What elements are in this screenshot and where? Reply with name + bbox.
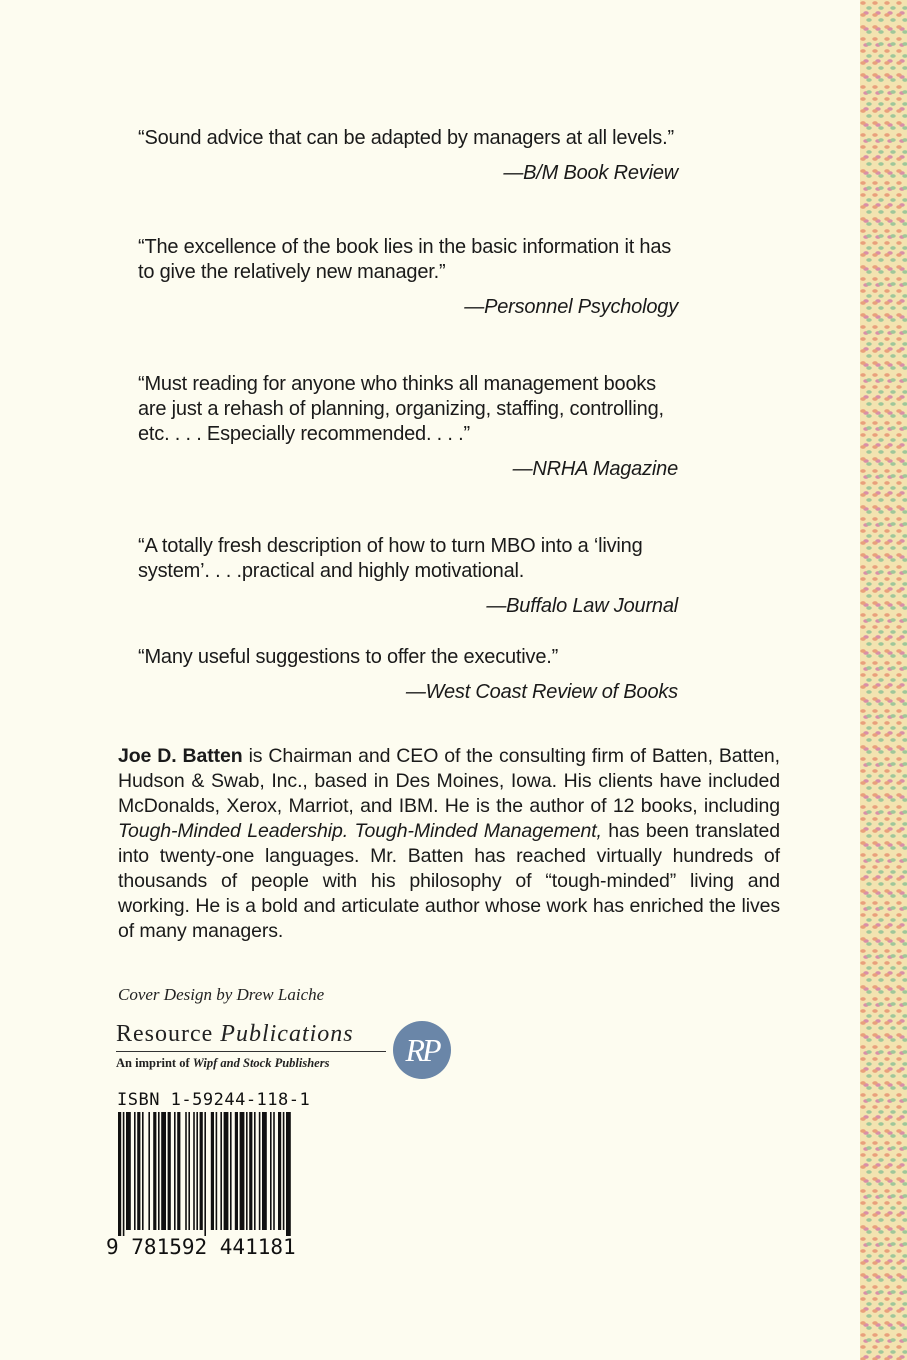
barcode-bar [211, 1112, 214, 1230]
barcode-bar [158, 1112, 160, 1230]
barcode-bar [259, 1112, 261, 1230]
author-bio [118, 744, 780, 944]
bio-text-1: is Chairman and CEO of the consulting firm of Batten, Batten, Hudson & Swab, Inc., based in Des Moines, Iowa. His clients have included McDonalds, Xerox, Marriot, and IBM. He is the author of 12 books, including [118, 745, 780, 817]
quote-text: “Must reading for anyone who thinks all management books are just a rehash of planning, organizing, staffing, controlling, etc. . . . Especially recommended. . . .” [138, 373, 664, 445]
imprint-name: Wipf and Stock Publishers [192, 1056, 330, 1070]
imprint-prefix: An imprint of [116, 1056, 193, 1070]
barcode-bar [240, 1112, 245, 1230]
barcode-bars [106, 1112, 306, 1236]
barcode-bar [200, 1112, 203, 1230]
barcode [106, 1112, 306, 1260]
publisher-logo: RP [393, 1021, 451, 1079]
barcode-bar [123, 1112, 125, 1236]
barcode-bar [235, 1112, 238, 1230]
barcode-bar [142, 1112, 144, 1230]
barcode-bar [185, 1112, 187, 1230]
quote-text: “Sound advice that can be adapted by managers at all levels.” [138, 127, 674, 149]
barcode-bar [204, 1112, 206, 1236]
quote-source: —B/M Book Review [503, 162, 678, 184]
barcode-bar [196, 1112, 198, 1230]
barcode-number: 9 781592 441181 [106, 1235, 296, 1259]
author-name: Joe D. Batten [118, 745, 243, 767]
cover-design-credit: Cover Design by Drew Laiche [118, 985, 325, 1004]
barcode-bar [137, 1112, 140, 1230]
bio-book-titles: Tough-Minded Leadership. Tough-Minded Management, [118, 820, 602, 842]
publisher-name-plain: Resource [116, 1021, 221, 1047]
quote-text: “The excellence of the book lies in the basic information it has to give the relatively new manager.” [138, 236, 672, 283]
barcode-bar [153, 1112, 156, 1230]
barcode-bar [148, 1112, 150, 1230]
quote-3 [138, 372, 678, 482]
barcode-bar [283, 1112, 285, 1230]
isbn-label: ISBN 1-59244-118-1 [117, 1090, 311, 1110]
quote-source: —West Coast Review of Books [405, 681, 678, 703]
publisher-imprint [116, 1056, 386, 1071]
barcode-bar [286, 1112, 291, 1236]
barcode-bar [230, 1112, 232, 1230]
quote-4 [138, 534, 678, 619]
barcode-bar [168, 1112, 171, 1230]
bio-text-2: has been translated into twenty-one languages. Mr. Batten has reached virtually hundreds of thousands of people with his philosophy of “tough-minded” living and working. He is a bold and articulate author whose work has enriched the lives of many managers. [118, 820, 780, 942]
barcode-bar [177, 1112, 180, 1230]
quote-2 [138, 235, 678, 320]
publisher-block [116, 1020, 386, 1071]
barcode-bar [220, 1112, 222, 1230]
quote-text: “A totally fresh description of how to turn MBO into a ‘living system’. . . .practical and highly motivational. [138, 535, 643, 582]
barcode-bar [246, 1112, 248, 1230]
barcode-bar [161, 1112, 166, 1230]
barcode-bar [118, 1112, 121, 1236]
barcode-bar [134, 1112, 136, 1230]
barcode-bar [216, 1112, 218, 1230]
publisher-name-italic: Publications [220, 1021, 354, 1047]
barcode-bar [193, 1112, 195, 1230]
barcode-bar [254, 1112, 256, 1230]
barcode-bar [273, 1112, 275, 1230]
spine-pattern [860, 0, 907, 1360]
barcode-bar [224, 1112, 229, 1230]
quote-1 [138, 126, 678, 186]
quote-5 [138, 645, 678, 705]
quote-text: “Many useful suggestions to offer the executive.” [138, 646, 559, 668]
quote-source: —Personnel Psychology [464, 296, 678, 318]
barcode-bar [126, 1112, 131, 1230]
barcode-bar [262, 1112, 267, 1230]
publisher-name [116, 1020, 386, 1052]
barcode-bar [270, 1112, 272, 1230]
quote-source: —Buffalo Law Journal [486, 595, 678, 617]
barcode-bar [188, 1112, 190, 1230]
quote-source: —NRHA Magazine [512, 458, 678, 480]
barcode-bar [278, 1112, 281, 1230]
barcode-bar [174, 1112, 176, 1230]
barcode-bar [249, 1112, 252, 1230]
